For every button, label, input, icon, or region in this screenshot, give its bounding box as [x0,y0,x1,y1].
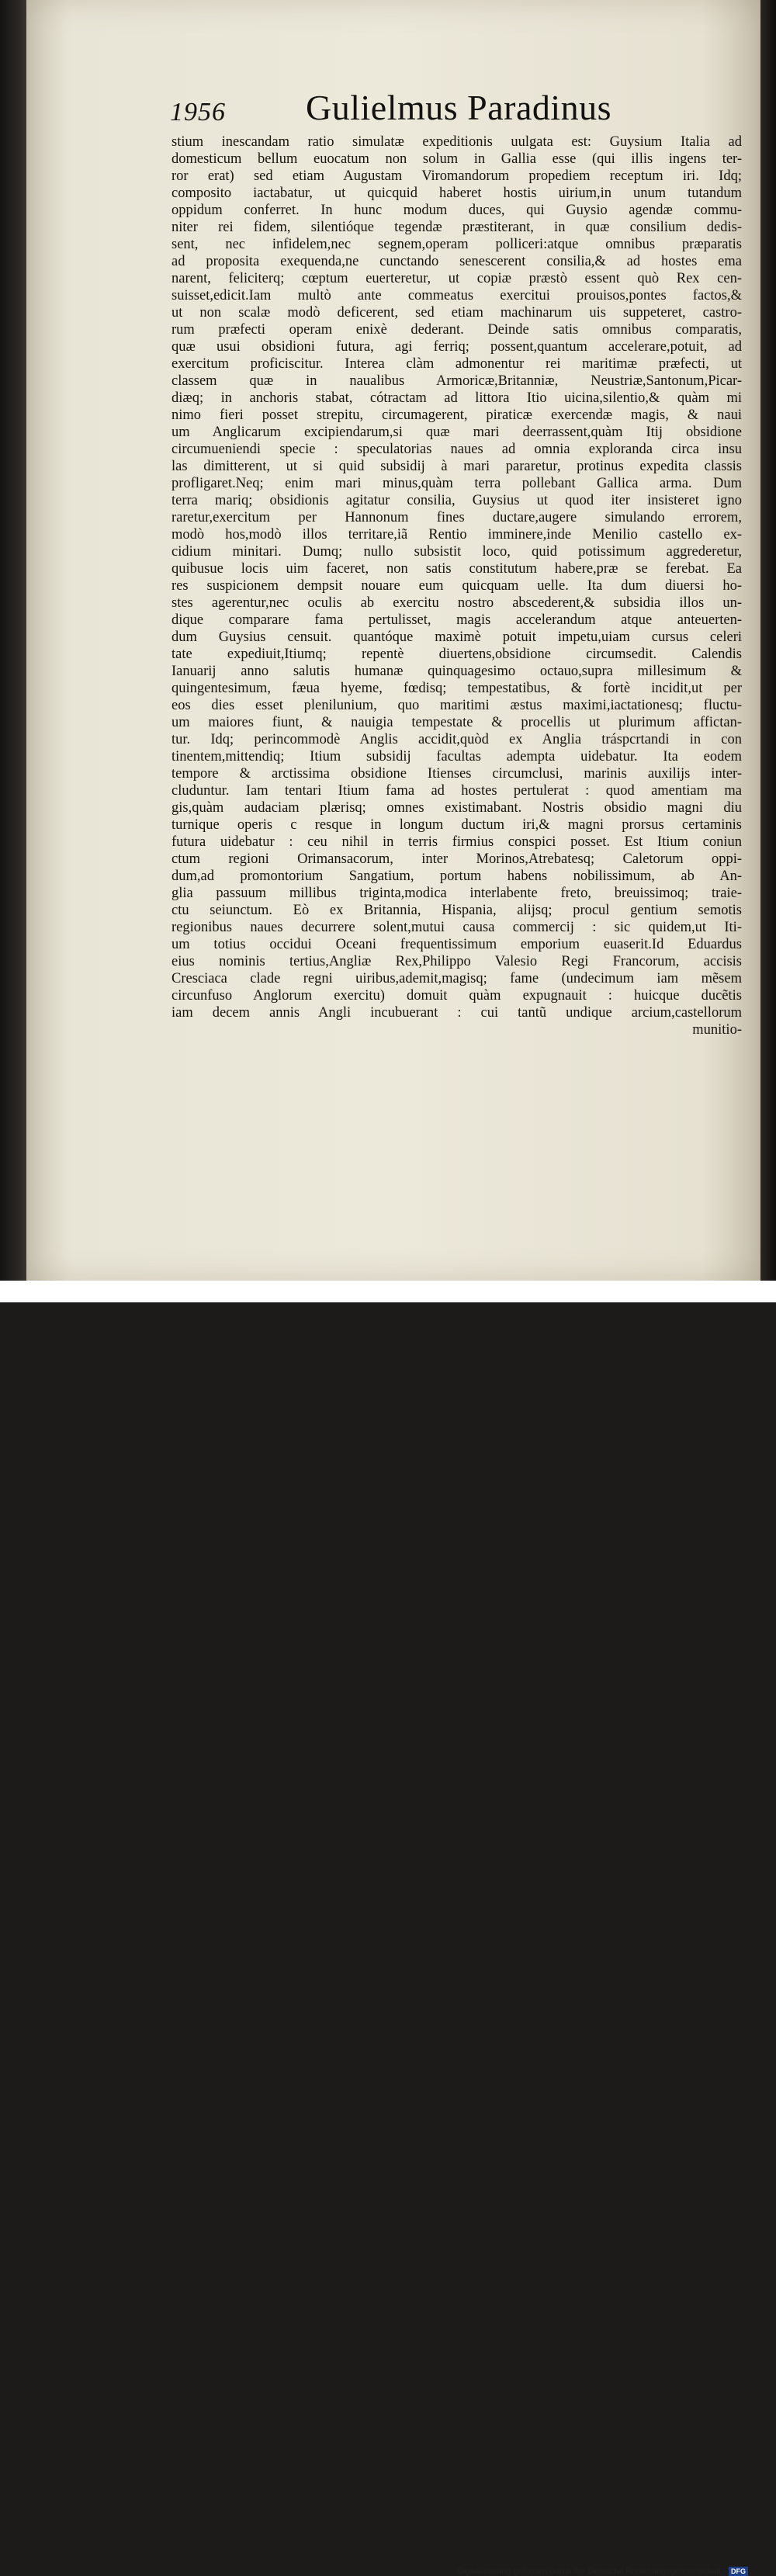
page-number: 1956 [170,98,226,127]
text-line: domesticum bellum euocatum non solum in Gallia esse (qui illis ingens ter- [171,151,742,167]
text-line: ctu seiunctum. Eò ex Britannia, Hispania, alijsq; procul gentium semotis [171,903,742,918]
text-line: cidium minitari. Dumq; nullo subsistit loco, quid potissimum aggrederetur, [171,544,742,560]
text-line: tate expediuit,Itiumq; repentè diuertens,obsidione circumsedit. Calendis [171,647,742,662]
text-line: regionibus naues decurrere solent,mutui causa commercij : sic quidem,ut Iti- [171,920,742,935]
text-line: las dimitterent, ut si quid subsidij à mari pararetur, protinus expedita classis [171,459,742,474]
footer-bar [0,1281,776,2576]
text-line: ad proposita exequenda,ne cunctando senescerent consilia,& ad hostes ema [171,254,742,269]
text-line: narent, feliciterq; cœptum euerteretur, ut copiæ præstò essent quò Rex cen- [171,271,742,286]
page-header [170,87,651,130]
text-line: raretur,exercitum per Hannonum fines ductare,augere simulando errorem, [171,510,742,525]
text-line: iam decem annis Angli incubuerant : cui tantũ undique arcium,castellorum [171,1005,742,1021]
text-line: suisset,edicit.Iam multò ante commeatus exercitui prouisos,pontes factos,& [171,288,742,303]
text-line: terra mariq; obsidionis agitatur consilia, Guysius ut quod iter insisteret igno [171,493,742,508]
footer-credit [457,2567,748,2576]
text-line: ror erat) sed etiam Augustam Viromandorum propediem receptum iri. Idq; [171,168,742,184]
text-line: um maiores fiunt, & nauigia tempestate & procellis ut plurimum affictan- [171,715,742,730]
text-line: cluduntur. Iam tentari Itium fama ad hostes pertulerat : quod amentiam ma [171,783,742,799]
text-line: dum Guysius censuit. quantóque maximè potuit impetu,uiam cursus celeri [171,629,742,645]
text-line: quæ usui obsidioni futura, agi ferriq; possent,quantum accelerare,potuit, ad [171,339,742,355]
text-line: quibusue locis uim faceret, non satis constitutum habere,præ se ferebat. Ea [171,561,742,577]
text-line: diæq; in anchoris stabat, cótractam ad littora Itio uicina,silentio,& quàm mi [171,390,742,406]
text-line: eos dies esset plenilunium, quo maritimi æstus maximi,iactationesq; fluctu- [171,698,742,713]
scan-left-edge [0,0,26,1302]
text-line: niter rei fidem, silentióque tegendæ præstiterant, in quæ consilium dedis- [171,220,742,235]
text-line: profligaret.Neq; enim mari minus,quàm terra pollebant Gallica arma. Dum [171,476,742,491]
text-line: eius nominis tertius,Angliæ Rex,Philippo Valesio Regi Francorum, accisis [171,954,742,969]
text-line: sent, nec infidelem,nec segnem,operam polliceri:atque omnibus præparatis [171,237,742,252]
text-line: circumueniendi specie : speculatorias naues ad omnia exploranda circa insu [171,442,742,457]
footer-credit-text: Digitalisierung gefördert durch die Deutsche Forschungsgemeinschaft - [457,2567,726,2576]
text-line: dique comparare fama pertulisset, magis accelerandum atque anteuerten- [171,612,742,628]
text-line: tempore & arctissima obsidione Itienses circumclusi, marinis auxilijs inter- [171,766,742,782]
text-line: um Anglicarum excipiendarum,si quæ mari deerrassent,quàm Itij obsidione [171,425,742,440]
running-head: Gulielmus Paradinus [306,88,612,127]
text-line: res suspicionem dempsit nouare eum quicquam uelle. Ita dum diuersi ho- [171,578,742,594]
text-line: glia passuum millibus triginta,modica interlabente freto, breuissimoq; traie- [171,886,742,901]
text-line: quingentesimum, fæua hyeme, fœdisq; tempestatibus, & fortè incidit,ut per [171,681,742,696]
text-line: exercitum proficiscitur. Interea clàm admonentur rei maritimæ præfecti, ut [171,356,742,372]
text-line: stium inescandam ratio simulatæ expeditionis uulgata est: Guysium Italia ad [171,134,742,150]
text-line: rum præfecti operam enixè dederant. Deinde satis omnibus comparatis, [171,322,742,338]
text-line: circunfuso Anglorum exercitu) domuit quàm expugnauit : huicque ducẽtis [171,988,742,1004]
text-line: turnique operis c resque in longum ductum iri,& magni prorsus certaminis [171,817,742,833]
text-line: futura uidebatur : ceu nihil in terris firmius conspici posset. Est Itium coniun [171,834,742,850]
text-line: tur. Idq; perincommodè Anglis accidit,quòd ex Anglia tráspcrtandi in con [171,732,742,747]
text-line: tinentem,mittendiq; Itium subsidij facultas adempta uidebatur. Ita eodem [171,749,742,764]
text-line: classem quæ in naualibus Armoricæ,Britanniæ, Neustriæ,Santonum,Picar- [171,373,742,389]
text-line: Ianuarij anno salutis humanæ quinquagesimo octauo,supra millesimum & [171,664,742,679]
text-line: nimo fieri posset strepitu, circumagerent, piraticæ exercendæ magis, & naui [171,407,742,423]
text-line: oppidum conferret. In hunc modum duces, qui Guysio agendæ commu- [171,203,742,218]
text-line: gis,quàm audaciam plærisq; omnes existimabant. Nostris obsidio magni diu [171,800,742,816]
body-text [171,133,742,1038]
text-line: modò hos,modò illos territare,iã Rentio imminere,inde Menilio castello ex- [171,527,742,543]
dfg-logo-icon: DFG [729,2567,748,2576]
text-line: um totius occidui Oceani frequentissimum emporium euaserit.Id Eduardus [171,937,742,952]
text-line: munitio- [692,1022,742,1038]
text-line: ctum regioni Orimansacorum, inter Morinos,Atrebatesq; Caletorum oppi- [171,851,742,867]
text-line: Cresciaca clade regni uiribus,ademit,magisq; fame (undecimum iam mẽsem [171,971,742,986]
text-line: stes agerentur,nec oculis ab exercitu nostro abscederent,& subsidia illos un- [171,595,742,611]
text-line: dum,ad promontorium Sangatium, portum habens nobilissimum, ab An- [171,868,742,884]
scan-right-edge [760,0,776,1302]
text-line: composito iactabatur, ut quicquid haberet hostis uirium,in unum tutandum [171,185,742,201]
text-line: ut non scalæ modò deficerent, sed etiam machinarum uis suppeteret, castro- [171,305,742,321]
